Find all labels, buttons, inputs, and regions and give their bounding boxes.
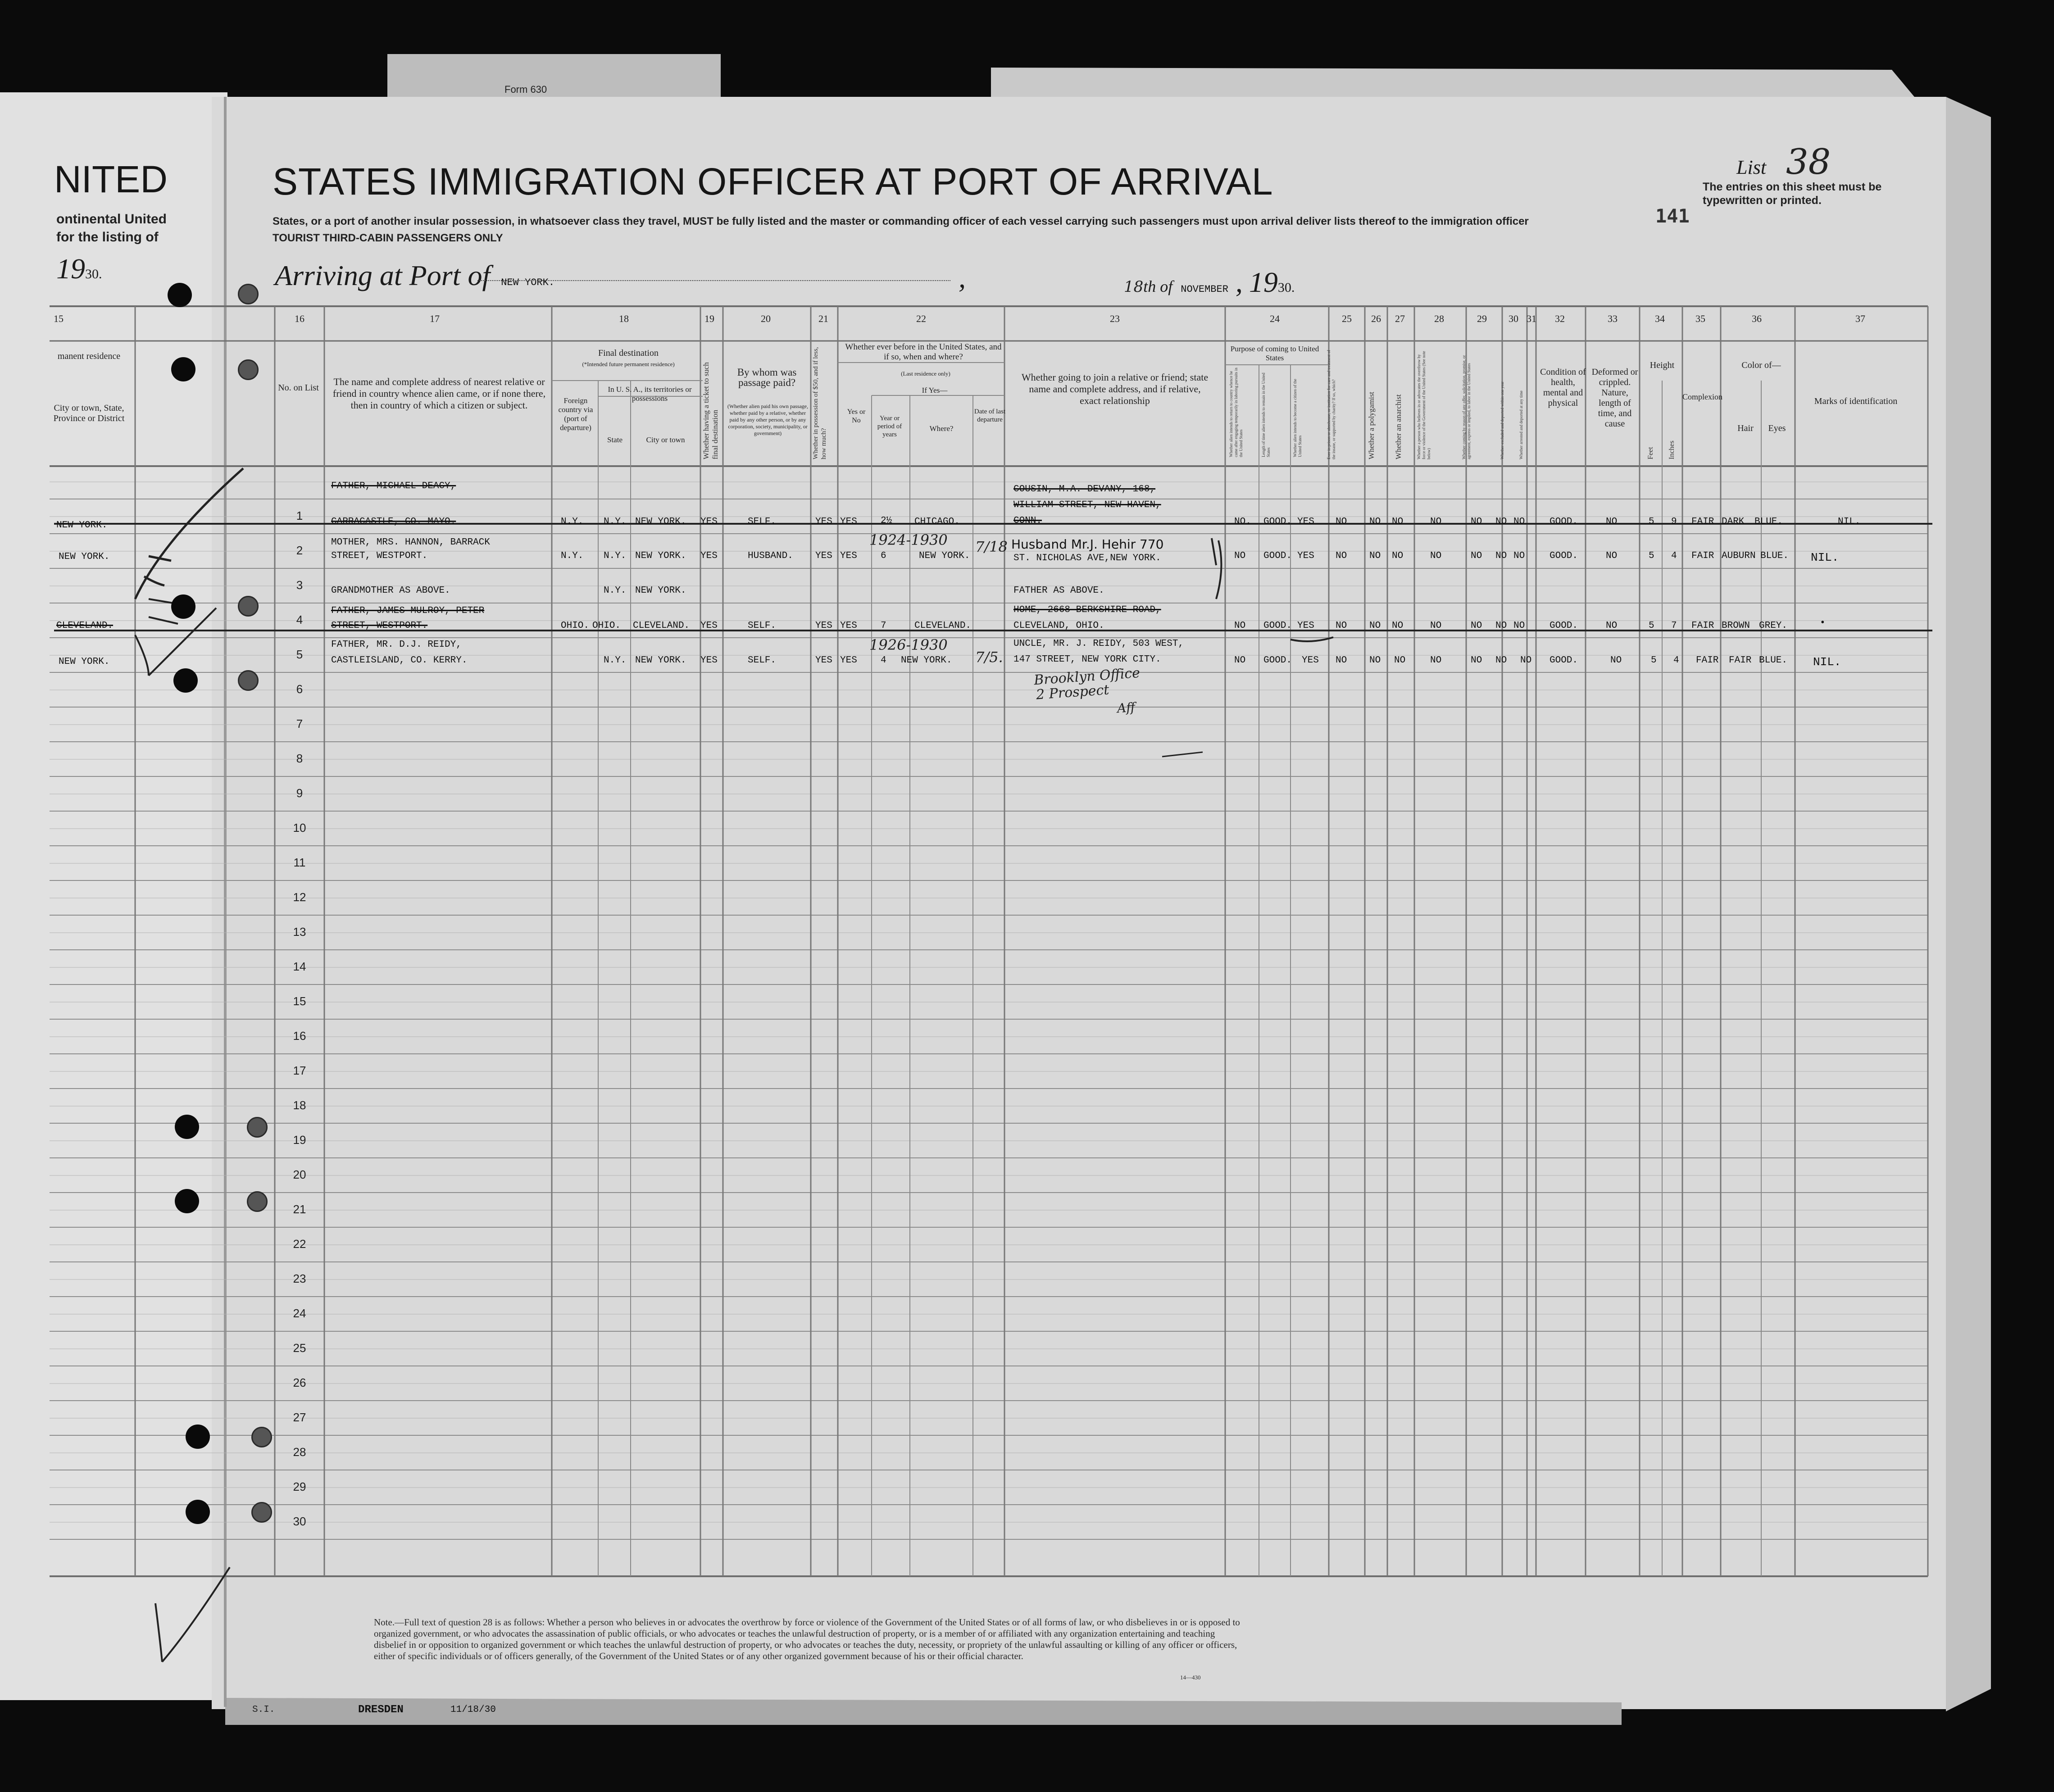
left-subtitle-2: for the listing of: [56, 230, 159, 245]
row1-c28: NO: [1430, 517, 1442, 527]
column-number: 25: [1342, 313, 1352, 324]
row2-deformed: NO: [1606, 551, 1618, 561]
punch-hole: [238, 284, 259, 304]
row4-marks-dot: •: [1820, 618, 1826, 628]
column-number: 20: [761, 313, 771, 324]
row-number: 21: [293, 1202, 306, 1216]
row1-foreign: N.Y.: [561, 517, 584, 527]
row5-c25: NO: [1336, 655, 1347, 666]
row4-c27: NO: [1392, 621, 1404, 631]
punch-hole: [238, 670, 259, 691]
row-number: 8: [296, 752, 303, 765]
row2-relative-1: MOTHER, MRS. HANNON, BARRACK: [331, 537, 490, 548]
row-number: 16: [293, 1029, 306, 1043]
punch-hole: [238, 359, 259, 380]
column-number: 18: [619, 313, 629, 324]
row1-feet: 5: [1649, 517, 1654, 527]
row5-fifty: YES: [815, 655, 832, 666]
header-c34-inches: Inches: [1668, 440, 1676, 459]
header-foreign-country: Foreign country via (port of departure): [558, 396, 593, 432]
handwritten-note-3: Aff: [1116, 699, 1136, 716]
row4-c29: NO: [1471, 621, 1482, 631]
header-c36: Color of—: [1741, 360, 1781, 370]
column-number: 23: [1110, 313, 1120, 324]
row-number: 25: [293, 1341, 306, 1355]
row3-city: NEW YORK.: [635, 585, 686, 596]
header-no-on-list: No. on List: [278, 383, 319, 393]
row2-feet: 5: [1649, 551, 1654, 561]
header-yes-no: Yes or No: [847, 408, 866, 424]
row-number: 13: [293, 925, 306, 939]
row5-relative-2: CASTLEISLAND, CO. KERRY.: [331, 655, 468, 666]
punch-hole: [186, 1500, 210, 1524]
row5-state: N.Y.: [604, 655, 627, 666]
column-number: 22: [916, 313, 926, 324]
row-number: 29: [293, 1480, 306, 1493]
row-number: 30: [293, 1515, 306, 1528]
row4-ticket: YES: [700, 621, 718, 631]
row1-relative-1: FATHER, MICHAEL DEACY,: [331, 481, 456, 491]
list-number-group: [1736, 142, 1831, 182]
row1-years: 2½: [881, 516, 892, 526]
row4-relative-2: STREET, WESTPORT.: [331, 621, 428, 631]
header-c34: Height: [1650, 360, 1675, 370]
row2-before: YES: [840, 551, 857, 561]
left-entry-1: NEW YORK.: [56, 520, 108, 531]
header-c25: Ever in prison or almshouse, or institution for care and treatment of the insane, or supported by charity? If so, which?: [1327, 350, 1336, 459]
header-fifty-dollars: Whether in possession of $50, and if less, how much?: [812, 347, 827, 459]
row4-foreign: OHIO.: [561, 621, 590, 631]
row-number: 11: [293, 856, 306, 869]
header-c28: Whether a person who believes in or advocates the overthrow by force or violence of the Government of the United States (See note below): [1417, 351, 1431, 459]
punch-hole: [168, 283, 192, 307]
row-number: 2: [296, 544, 303, 557]
left-entry-4: NEW YORK.: [59, 657, 110, 667]
row4-years: 7: [881, 621, 886, 631]
column-number: 32: [1555, 313, 1565, 324]
sheet-number: 141: [1655, 205, 1690, 227]
column-number: 29: [1477, 313, 1487, 324]
row1-c31: NO: [1513, 517, 1525, 527]
row1-purpose-c: YES: [1297, 517, 1314, 527]
row2-c25: NO: [1336, 551, 1347, 561]
left-entry-2: NEW YORK.: [59, 552, 110, 562]
row4-join-1: HOME, 2668 BERKSHIRE ROAD,: [1013, 605, 1161, 615]
header-if-yes: If Yes—: [922, 386, 948, 395]
row1-paid-by: SELF.: [748, 517, 777, 527]
row5-city: NEW YORK.: [635, 655, 686, 666]
row1-c29: NO: [1471, 517, 1482, 527]
row1-complexion: FAIR: [1691, 517, 1714, 527]
row2-inches: 4: [1671, 551, 1677, 561]
row1-c25: NO: [1336, 517, 1347, 527]
row-number: 22: [293, 1237, 306, 1251]
header-purpose-c: Whether alien intends to become a citizen of the United States: [1293, 379, 1302, 457]
left-entry-3: CLEVELAND.: [56, 621, 114, 631]
row1-c26: NO: [1369, 517, 1381, 527]
row-number: 26: [293, 1376, 306, 1389]
header-c36-hair: Hair: [1737, 423, 1754, 433]
row5-complexion: FAIR: [1696, 655, 1719, 666]
header-c31: Whether arrested and deported at any time: [1519, 390, 1523, 459]
row2-complexion: FAIR: [1691, 551, 1714, 561]
row-number: 6: [296, 682, 303, 696]
header-ticket: Whether having a ticket to such final destination: [702, 362, 719, 459]
column-number: 15: [54, 313, 64, 324]
row1-health: GOOD.: [1550, 517, 1578, 527]
column-number: 19: [704, 313, 714, 324]
header-nearest-relative: The name and complete address of nearest relative or friend in country whence alien came, or if none there, then in country of which a citizen or subject.: [332, 376, 546, 411]
header-where: Where?: [929, 424, 954, 433]
row4-eyes: GREY.: [1759, 621, 1788, 631]
header-ever-before: Whether ever before in the United States, and if so, when and where?: [845, 342, 1002, 362]
row2-eyes: BLUE.: [1760, 551, 1789, 561]
row2-fifty: YES: [815, 551, 832, 561]
row4-hair: BROWN: [1722, 621, 1750, 631]
header-c35: Complexion: [1682, 392, 1722, 401]
header-city: City or town: [646, 436, 685, 444]
row4-c25: NO: [1336, 621, 1347, 631]
header-c26: Whether a polygamist: [1367, 391, 1376, 459]
header-c37: Marks of identification: [1814, 396, 1898, 406]
row2-foreign: N.Y.: [561, 551, 584, 561]
column-number: 37: [1855, 313, 1865, 324]
row5-inches: 4: [1673, 655, 1679, 666]
class-line: TOURIST THIRD-CABIN PASSENGERS ONLY: [273, 232, 503, 244]
row4-paid-by: SELF.: [748, 621, 777, 631]
column-number: 17: [430, 313, 440, 324]
row2-marks: NIL.: [1811, 551, 1839, 564]
row2-relative-2: STREET, WESTPORT.: [331, 551, 428, 561]
row2-paid-by: HUSBAND.: [748, 551, 793, 561]
row-number: 12: [293, 890, 306, 904]
row5-ticket: YES: [700, 655, 718, 666]
column-number: 31: [1527, 313, 1536, 324]
row4-c30: NO: [1495, 621, 1507, 631]
punch-hole: [175, 1189, 199, 1213]
header-by-whom: By whom was passage paid?: [737, 367, 797, 388]
row4-state: OHIO.: [592, 621, 621, 631]
header-c36-eyes: Eyes: [1768, 423, 1786, 433]
row5-join-2: 147 STREET, NEW YORK CITY.: [1013, 654, 1161, 665]
row1-marks: NIL.: [1838, 517, 1861, 527]
footer-form-code: 14—430: [1180, 1674, 1201, 1681]
row5-health: GOOD.: [1550, 655, 1578, 666]
row4-join-2: CLEVELAND, OHIO.: [1013, 621, 1104, 631]
row1-ticket: YES: [700, 517, 718, 527]
row-number: 28: [293, 1445, 306, 1459]
row4-inches: 7: [1671, 621, 1677, 631]
row2-city: NEW YORK.: [635, 551, 686, 561]
row4-purpose-c: YES: [1297, 621, 1314, 631]
row5-hair: FAIR: [1729, 655, 1752, 666]
column-number: 30: [1509, 313, 1518, 324]
row1-join-3: CONN.: [1013, 516, 1042, 526]
row5-c27: NO: [1394, 655, 1406, 666]
column-number: 16: [295, 313, 304, 324]
row5-c30: NO: [1495, 655, 1507, 666]
arrival-date: 18th of NOVEMBER , 1930.: [1124, 266, 1295, 298]
row5-marks: NIL.: [1813, 655, 1841, 669]
row5-relative-1: FATHER, MR. D.J. REIDY,: [331, 640, 462, 650]
comma: ,: [959, 262, 966, 294]
row4-feet: 5: [1649, 621, 1654, 631]
row5-paid-by: SELF.: [748, 655, 777, 666]
row5-years-handwritten: 1926-1930: [869, 636, 948, 653]
left-year: 1930.: [56, 253, 102, 285]
row4-complexion: FAIR: [1691, 621, 1714, 631]
row4-health: GOOD.: [1550, 621, 1578, 631]
header-join-relative: Whether going to join a relative or friend; state name and complete address, and if relative, exact relationship: [1021, 372, 1209, 406]
row1-purpose-b: GOOD.: [1263, 517, 1292, 527]
row-number: 27: [293, 1411, 306, 1424]
header-purpose-b: Length of time alien intends to remain in the United States: [1261, 372, 1271, 457]
header-c33: Deformed or crippled. Nature, length of time, and cause: [1591, 367, 1638, 429]
row2-ticket: YES: [700, 551, 718, 561]
header-last-residence: (Last residence only): [901, 370, 950, 377]
row-number: 4: [296, 613, 303, 626]
footer-stamp: S.I.: [252, 1705, 275, 1715]
column-number: 26: [1371, 313, 1381, 324]
row-number: 7: [296, 717, 303, 730]
row2-years-handwritten: 1924-1930: [869, 531, 948, 549]
header-c34-feet: Feet: [1647, 447, 1654, 459]
row2-join-1: Husband Mr.J. Hehir 770: [1011, 537, 1164, 552]
punch-hole: [238, 596, 259, 617]
row5-purpose-c: YES: [1302, 655, 1319, 666]
row2-years: 6: [881, 551, 886, 561]
column-number: 24: [1270, 313, 1280, 324]
row-number: 24: [293, 1307, 306, 1320]
row5-c28: NO: [1430, 655, 1442, 666]
row5-purpose-b: GOOD.: [1263, 655, 1292, 666]
row1-inches: 9: [1671, 517, 1677, 527]
row2-date-handwritten: 7/18: [975, 538, 1008, 555]
row1-join-1: COUSIN, M.A. DEVANY, 168,: [1013, 484, 1156, 495]
punch-hole: [175, 1115, 199, 1139]
punch-hole: [171, 594, 195, 619]
row-number: 15: [293, 994, 306, 1008]
row-number: 3: [296, 578, 303, 592]
row2-join-2: ST. NICHOLAS AVE,NEW YORK.: [1013, 553, 1161, 563]
list-label: List: [1736, 156, 1767, 178]
footer-ship-date: 11/18/30: [450, 1705, 496, 1715]
row2-purpose-b: GOOD.: [1263, 551, 1292, 561]
row2-purpose-c: YES: [1297, 551, 1314, 561]
header-c32: Condition of health, mental and physical: [1540, 367, 1586, 408]
column-number: 28: [1434, 313, 1444, 324]
list-number: 38: [1786, 142, 1831, 182]
column-number: 34: [1655, 313, 1665, 324]
row1-before: YES: [840, 517, 857, 527]
row2-c26: NO: [1369, 551, 1381, 561]
row2-health: GOOD.: [1550, 551, 1578, 561]
row4-c28: NO: [1430, 621, 1442, 631]
row4-purpose-b: GOOD.: [1263, 621, 1292, 631]
row-number: 9: [296, 786, 303, 800]
punch-hole: [173, 668, 198, 693]
punch-hole: [251, 1427, 272, 1447]
punch-hole: [251, 1502, 272, 1523]
column-number: 36: [1752, 313, 1762, 324]
row4-fifty: YES: [815, 621, 832, 631]
row2-state: N.Y.: [604, 551, 627, 561]
footer-ship: DRESDEN: [358, 1704, 404, 1716]
row5-feet: 5: [1651, 655, 1657, 666]
header-final-destination: Final destination (*Intended future permanent residence): [582, 348, 675, 367]
header-usa: In U. S. A., its territories or possessions: [608, 385, 692, 403]
row-number: 23: [293, 1272, 306, 1285]
row4-relative-1: FATHER, JAMES MULROY, PETER: [331, 606, 485, 616]
row2-c27: NO: [1392, 551, 1404, 561]
row2-where: NEW YORK.: [919, 551, 970, 561]
row4-c31: NO: [1513, 621, 1525, 631]
row4-where: CLEVELAND.: [914, 621, 972, 631]
row2-c28: NO: [1430, 551, 1442, 561]
row1-state: N.Y.: [604, 517, 627, 527]
port-of-arrival: NEW YORK.: [501, 277, 555, 288]
header-state: State: [607, 436, 623, 444]
row-number: 10: [293, 821, 306, 835]
row1-eyes: BLUE.: [1754, 517, 1783, 527]
row-number: 1: [296, 509, 303, 522]
arriving-label: Arriving at Port of: [275, 259, 491, 291]
row1-c27: NO: [1392, 517, 1404, 527]
left-title-fragment: NITED: [54, 158, 168, 200]
row3-join-1: FATHER AS ABOVE.: [1013, 585, 1104, 596]
handwritten-note-2: 2 Prospect: [1035, 682, 1110, 703]
punch-hole: [171, 357, 195, 381]
row1-where: CHICAGO.: [914, 517, 960, 527]
row2-purpose-a: NO: [1234, 551, 1246, 561]
header-c29: Whether coming by reason of any offer, solicitation, promise, or agreement, express or implied, to labor in the United States: [1462, 355, 1471, 459]
row-number: 17: [293, 1064, 306, 1077]
row2-c31: NO: [1513, 551, 1525, 561]
entries-note: The entries on this sheet must be typewritten or printed.: [1703, 181, 1882, 207]
header-c27: Whether an anarchist: [1394, 394, 1403, 459]
punch-hole: [247, 1191, 268, 1212]
row-number: 5: [296, 648, 303, 661]
row1-city: NEW YORK.: [635, 517, 686, 527]
row5-years: 4: [881, 655, 886, 666]
row-number: 20: [293, 1168, 306, 1181]
row1-purpose-a: NO.: [1234, 517, 1251, 527]
header-by-whom-note: (Whether alien paid his own passage, whether paid by a relative, whether paid by any other person, or by any corporation, society, municipality, or government): [727, 403, 809, 436]
row5-c29: NO: [1471, 655, 1482, 666]
form-number: Form 630: [504, 84, 547, 95]
left-subtitle-1: ontinental United: [56, 212, 167, 227]
row5-eyes: BLUE.: [1759, 655, 1788, 666]
punch-hole: [247, 1117, 268, 1138]
header-year-period: Year or period of years: [877, 415, 902, 438]
row5-where: NEW YORK.: [901, 655, 952, 666]
row5-purpose-a: NO: [1234, 655, 1246, 666]
row-number: 19: [293, 1133, 306, 1147]
row5-date-handwritten: 7/5.: [975, 649, 1003, 666]
row3-relative-1: GRANDMOTHER AS ABOVE.: [331, 585, 450, 596]
row-number: 18: [293, 1098, 306, 1112]
row2-c30: NO: [1495, 551, 1507, 561]
header-purpose-a: Whether alien intends to return to country whence he came after engaging temporarily in laboring pursuits in the United States: [1229, 367, 1243, 457]
row-number: 14: [293, 960, 306, 973]
row2-c29: NO: [1471, 551, 1482, 561]
punch-hole: [186, 1425, 210, 1449]
row2-hair: AUBURN: [1722, 551, 1756, 561]
row1-deformed: NO: [1606, 517, 1618, 527]
left-header-city: City or town, State, Province or District: [53, 403, 125, 423]
row4-before: YES: [840, 621, 857, 631]
row1-hair: DARK: [1722, 517, 1745, 527]
column-number: 33: [1608, 313, 1618, 324]
page-title: STATES IMMIGRATION OFFICER AT PORT OF ARRIVAL: [273, 160, 1273, 203]
arrival-line: [275, 259, 554, 292]
instructions: States, or a port of another insular possession, in whatsoever class they travel, MUST be fully listed and the master or commanding officer of each vessel carrying such passengers must upon arrival deliver lists thereof to the immigration officer: [273, 215, 1529, 227]
left-header-residence: manent residence: [57, 351, 121, 361]
row1-c30: NO: [1495, 517, 1507, 527]
row4-purpose-a: NO: [1234, 621, 1246, 631]
row3-state: N.Y.: [604, 585, 627, 596]
row1-fifty: YES: [815, 517, 832, 527]
header-purpose: Purpose of coming to United States: [1230, 345, 1319, 362]
row5-c31: NO: [1520, 655, 1532, 666]
row5-c26: NO: [1369, 655, 1381, 666]
column-number: 35: [1695, 313, 1705, 324]
row5-deformed: NO: [1610, 655, 1622, 666]
column-number: 21: [818, 313, 828, 324]
row1-join-2: WILLIAM STREET, NEW HAVEN,: [1013, 500, 1161, 510]
column-number: 27: [1395, 313, 1405, 324]
footer-note: Note.—Full text of question 28 is as follows: Whether a person who believes in or advocates the overthrow by force or violence of the Government of the United States or of all forms of law, or who disbelieves in or is opposed to organized government, or who advocates the assassination of public officials, or who advocates or teaches the unlawful destruction of property, or is a member of or affiliated with any organization entertaining and teaching disbelief in or opposition to organized government or which teaches the unlawful destruction of property, or who advocates or teaches the duty, necessity, or propriety of the unlawful assaulting or killing of any officer or officers, either of specific individuals or of officers generally, of the Government of the United States or of any other organized government because of his or their official character.: [374, 1617, 1240, 1661]
row5-before: YES: [840, 655, 857, 666]
handwritten-note-1: Brooklyn Office: [1033, 665, 1141, 689]
row5-join-1: UNCLE, MR. J. REIDY, 503 WEST,: [1013, 639, 1184, 649]
row4-deformed: NO: [1606, 621, 1618, 631]
row1-relative-2: CARRACASTLE, CO. MAYO.: [331, 517, 456, 527]
header-date-departure: Date of last departure: [974, 408, 1006, 423]
header-c30: Whether excluded and deported within one year: [1500, 381, 1504, 459]
port-dotted-line: [477, 280, 950, 281]
row4-city: CLEVELAND.: [633, 621, 690, 631]
row4-c26: NO: [1369, 621, 1381, 631]
